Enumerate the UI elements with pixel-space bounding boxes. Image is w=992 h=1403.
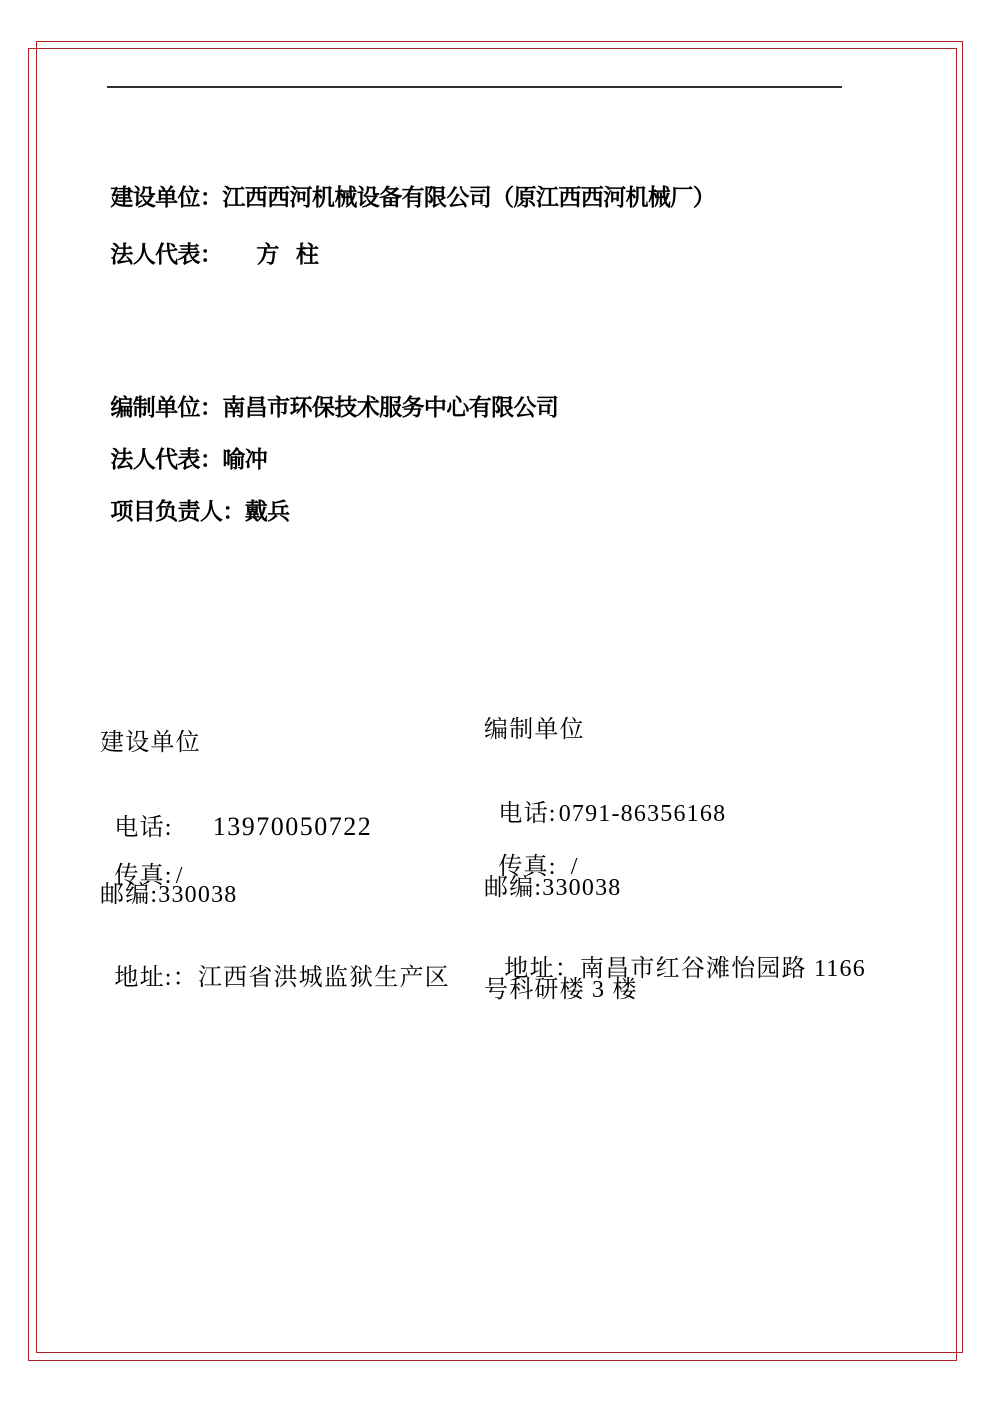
- contact-left-zip-row: 邮编:330038: [100, 882, 238, 908]
- contact-left-fax-label: 传真:: [114, 863, 173, 889]
- contact-right-phone-value: 0791-86356168: [558, 801, 727, 827]
- prep-legal-rep-name: 喻冲: [222, 447, 268, 472]
- contact-left-fax-value: /: [175, 863, 184, 889]
- prep-project-manager-name: 戴兵: [244, 499, 290, 524]
- contact-right-fax-label: 传真:: [498, 854, 557, 880]
- contact-right-title: 编制单位: [484, 717, 585, 743]
- contact-right-zip-row: 邮编:330038: [484, 875, 622, 901]
- construction-legal-rep-name: 方 柱: [256, 242, 319, 267]
- construction-legal-rep-label: 法人代表：: [110, 242, 223, 267]
- prep-legal-rep-line: [100, 415, 267, 475]
- contact-left-address-value: 江西省洪城监狱生产区: [197, 965, 450, 991]
- contact-left-phone-label: 电话:: [114, 815, 173, 841]
- prep-unit-label: 编制单位：: [110, 395, 223, 420]
- contact-right-phone-label: 电话:: [498, 801, 557, 827]
- construction-unit-label: 建设单位：: [110, 185, 223, 210]
- contact-right-phone-row: [484, 769, 726, 829]
- prep-project-manager-line: [100, 467, 290, 527]
- contact-right-fax-value: /: [570, 854, 579, 880]
- prep-unit-name: 南昌市环保技术服务中心有限公司: [222, 395, 559, 420]
- construction-legal-rep-line: [100, 210, 318, 270]
- contact-right-address-label: 地址：: [504, 956, 581, 982]
- header-rule: [107, 86, 842, 88]
- contact-right-address-line2: 号科研楼 3 楼: [484, 977, 638, 1003]
- contact-left-address-label: 地址:：: [114, 965, 198, 991]
- prep-project-manager-label: 项目负责人：: [110, 499, 245, 524]
- prep-unit-line: [100, 363, 558, 423]
- contact-left-address-row: [100, 933, 450, 993]
- contact-left-title: 建设单位: [100, 730, 201, 756]
- contact-right-address-value: 南昌市红谷滩怡园路 1166: [580, 956, 866, 982]
- construction-unit-line: [100, 153, 715, 213]
- prep-legal-rep-label: 法人代表：: [110, 447, 223, 472]
- contact-left-phone-value: 13970050722: [212, 812, 373, 841]
- construction-unit-name: 江西西河机械设备有限公司（原江西西河机械厂）: [222, 185, 716, 210]
